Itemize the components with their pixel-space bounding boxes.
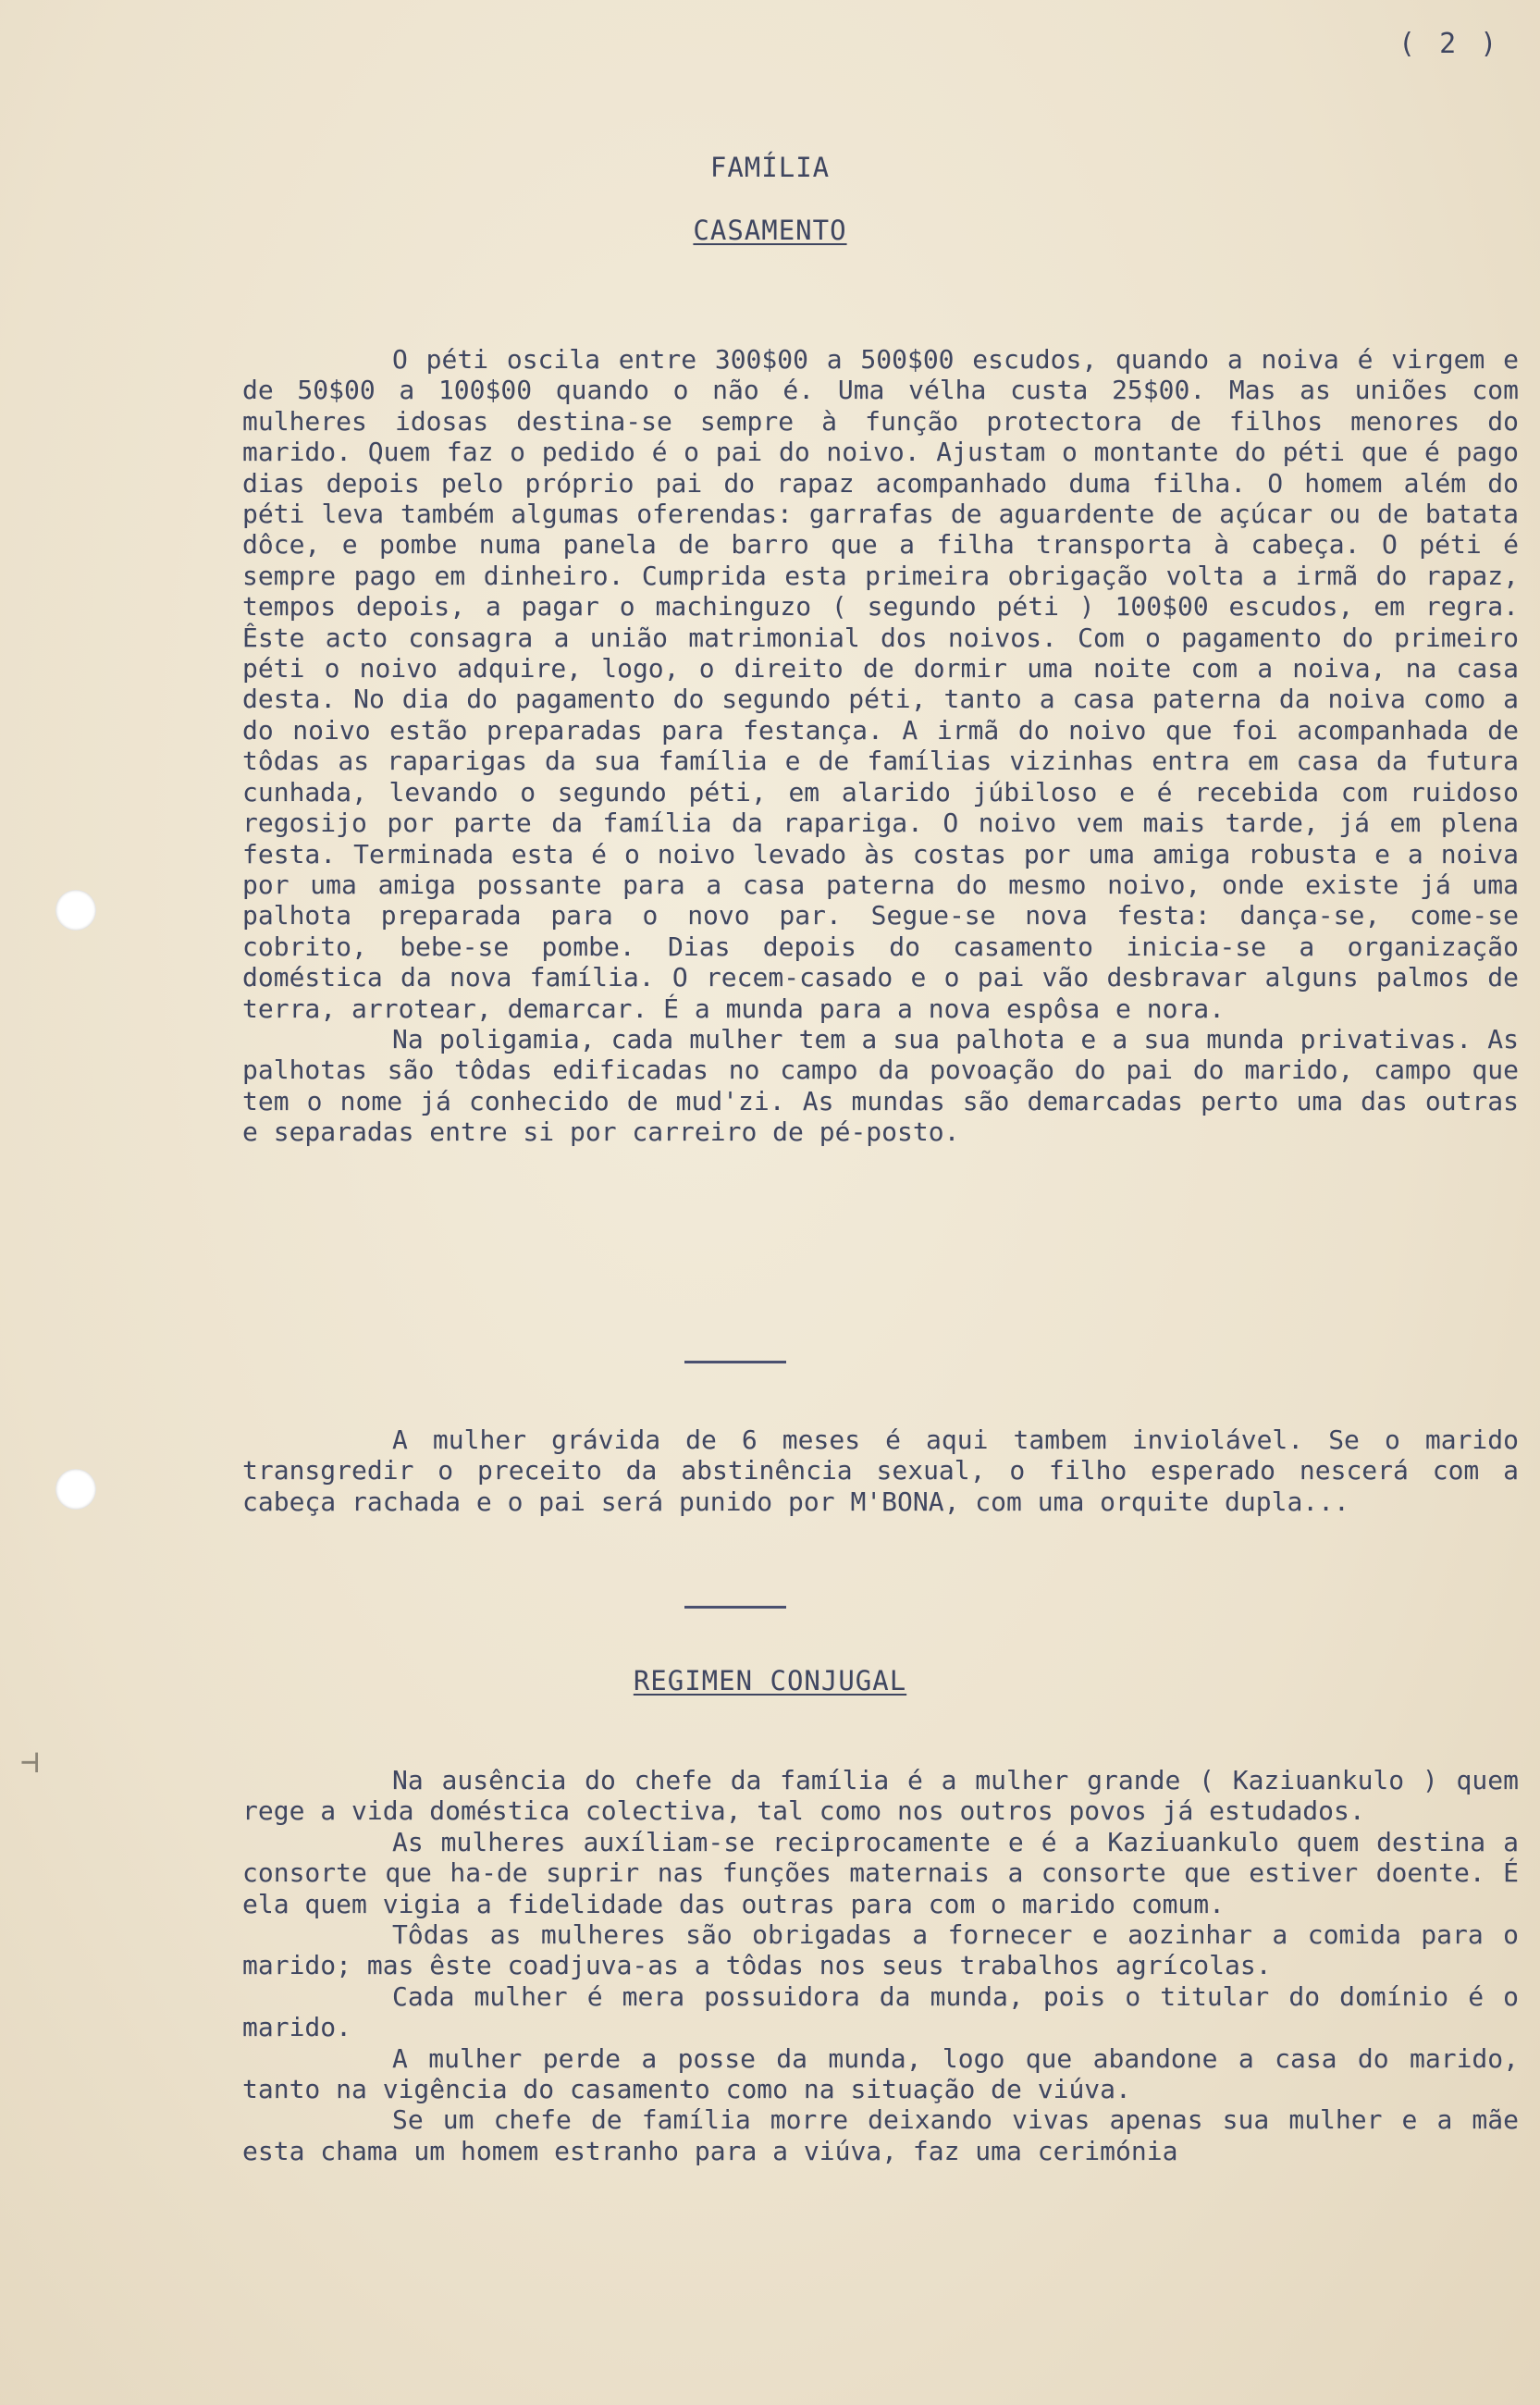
paragraph: A mulher grávida de 6 meses é aqui tambem inviolável. Se o marido transgredir o preceito da abstinência sexual, o filho esperado nescerá com a cabeça rachada e o pai será punido por M'BONA, com uma orquite dupla... <box>242 1424 1519 1517</box>
section-heading-regimen: REGIMEN CONJUGAL <box>633 1665 907 1696</box>
margin-mark: ⊣ <box>20 1744 40 1781</box>
section-divider <box>684 1606 786 1609</box>
punch-hole <box>55 1469 96 1510</box>
page-title: FAMÍLIA <box>709 152 831 183</box>
punch-hole <box>55 890 96 931</box>
section-heading-wrap <box>0 215 1540 246</box>
pregnancy-section <box>242 1424 1519 1517</box>
paragraph: Cada mulher é mera possuidora da munda, pois o titular do domínio é o marido. <box>242 1980 1519 2043</box>
section-heading-casamento: CASAMENTO <box>693 215 847 246</box>
paragraph: Se um chefe de família morre deixando vivas apenas sua mulher e a mãe esta chama um homem estranho para a viúva, faz uma cerimónia <box>242 2104 1519 2166</box>
paragraph: As mulheres auxíliam-se reciprocamente e é a Kaziuankulo quem destina a consorte que ha-de suprir nas funções maternais a consorte que estiver doente. É ela quem vigia a fidelidade das outras para com o marido comum. <box>242 1826 1519 1919</box>
paragraph: Na poligamia, cada mulher tem a sua palhota e a sua munda privativas. As palhotas são tôdas edificadas no campo da povoação do pai do marido, campo que tem o nome já conhecido de mud'zi. As mundas são demarcadas perto uma das outras e separadas entre si por carreiro de pé-posto. <box>242 1023 1519 1148</box>
paragraph: A mulher perde a posse da munda, logo que abandone a casa do marido, tanto na vigência do casamento como na situação de viúva. <box>242 2042 1519 2105</box>
paragraph: Na ausência do chefe da família é a mulher grande ( Kaziuankulo ) quem rege a vida doméstica colectiva, tal como nos outros povos já estudados. <box>242 1765 1519 1827</box>
casamento-section <box>242 344 1519 1148</box>
section-divider <box>684 1361 786 1363</box>
paragraph: O péti oscila entre 300$00 a 500$00 escudos, quando a noiva é virgem e de 50$00 a 100$00 quando o não é. Uma vélha custa 25$00. Mas as uniões com mulheres idosas destina-se sempre à função protectora de filhos menores do marido. Quem faz o pedido é o pai do noivo. Ajustam o montante do péti que é pago dias depois pelo próprio pai do rapaz acompanhado duma filha. O homem além do péti leva também algumas oferendas: garrafas de aguardente de açúcar ou de batata dôce, e pombe numa panela de barro que a filha transporta à cabeça. O péti é sempre pago em dinheiro. Cumprida esta primeira obrigação volta a irmã do rapaz, tempos depois, a pagar o machinguzo ( segundo péti ) 100$00 escudos, em regra. Êste acto consagra a união matrimonial dos noivos. Com o pagamento do primeiro péti o noivo adquire, logo, o direito de dormir uma noite com a noiva, na casa desta. No dia do pagamento do segundo péti, tanto a casa paterna da noiva como a do noivo estão preparadas para festança. A irmã do noivo que foi acompanhada de tôdas as raparigas da sua família e de famílias vizinhas entra em casa da futura cunhada, levando o segundo péti, em alarido júbiloso e é recebida com ruidoso regosijo por parte da família da rapariga. O noivo vem mais tarde, já em plena festa. Terminada esta é o noivo levado às costas por uma amiga robusta e a noiva por uma amiga possante para a casa paterna do mesmo noivo, onde existe já uma palhota preparada para o novo par. Segue-se nova festa: dança-se, come-se cobrito, bebe-se pombe. Dias depois do casamento inicia-se a organização doméstica da nova família. O recem-casado e o pai vão desbravar alguns palmos de terra, arrotear, demarcar. É a munda para a nova espôsa e nora. <box>242 344 1519 1024</box>
paragraph: Tôdas as mulheres são obrigadas a fornecer e aozinhar a comida para o marido; mas êste coadjuva-as a tôdas nos seus trabalhos agrícolas. <box>242 1919 1519 1981</box>
regimen-section <box>242 1765 1519 2166</box>
section-heading-wrap <box>0 1665 1540 1696</box>
page-number: ( 2 ) <box>1398 28 1501 60</box>
